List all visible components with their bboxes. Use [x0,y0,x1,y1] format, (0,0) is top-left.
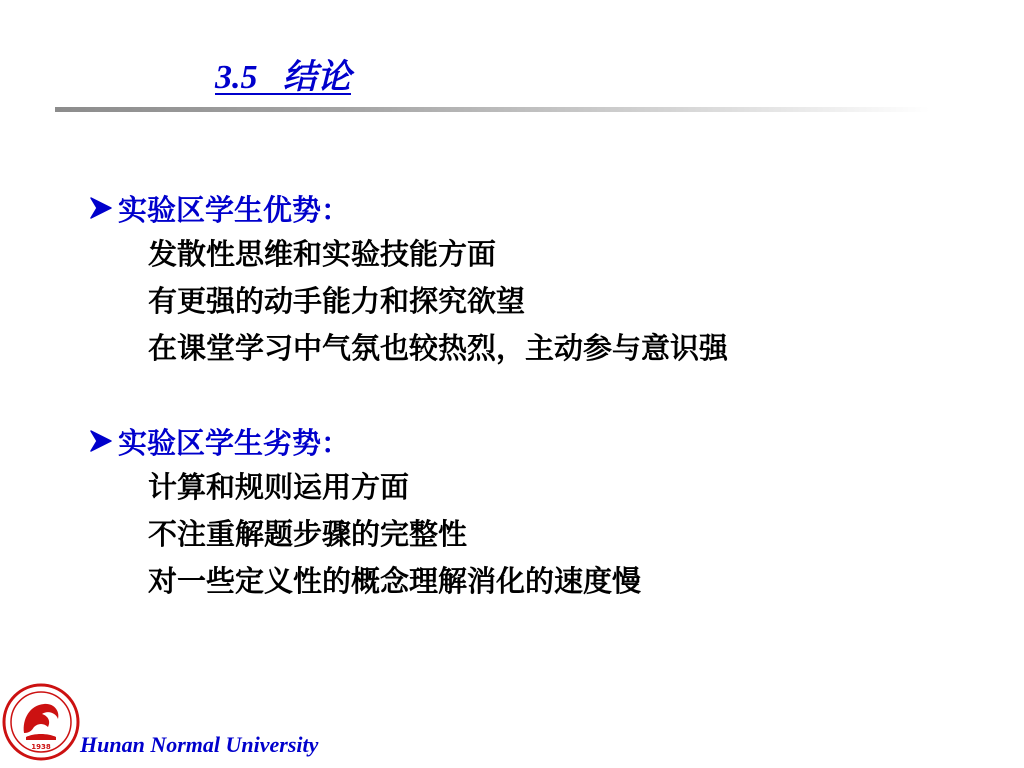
disadvantage-item: 不注重解题步骤的完整性 [148,517,468,551]
title-divider [55,107,930,112]
arrow-bullet-icon [88,185,118,231]
disadvantage-item: 计算和规则运用方面 [148,470,410,504]
advantage-item: 发散性思维和实验技能方面 [148,237,497,271]
arrow-bullet-icon [88,418,118,464]
disadvantage-item: 对一些定义性的概念理解消化的速度慢 [148,564,642,598]
advantages-heading-row [88,185,728,231]
disadvantages-heading-row [88,418,641,464]
advantages-section [88,185,728,372]
advantage-item: 在课堂学习中气氛也较热烈，主动参与意识强 [148,331,729,365]
disadvantages-heading: 实验区学生劣势： [118,425,351,460]
slide-title: 3.5 结论 [215,59,351,96]
advantage-item: 有更强的动手能力和探究欲望 [148,284,526,318]
advantages-heading: 实验区学生优势： [118,192,351,227]
university-name: Hunan Normal University [80,732,319,757]
disadvantages-section [88,418,641,605]
university-seal-icon [2,683,80,761]
seal-year: 1938 [31,743,51,751]
